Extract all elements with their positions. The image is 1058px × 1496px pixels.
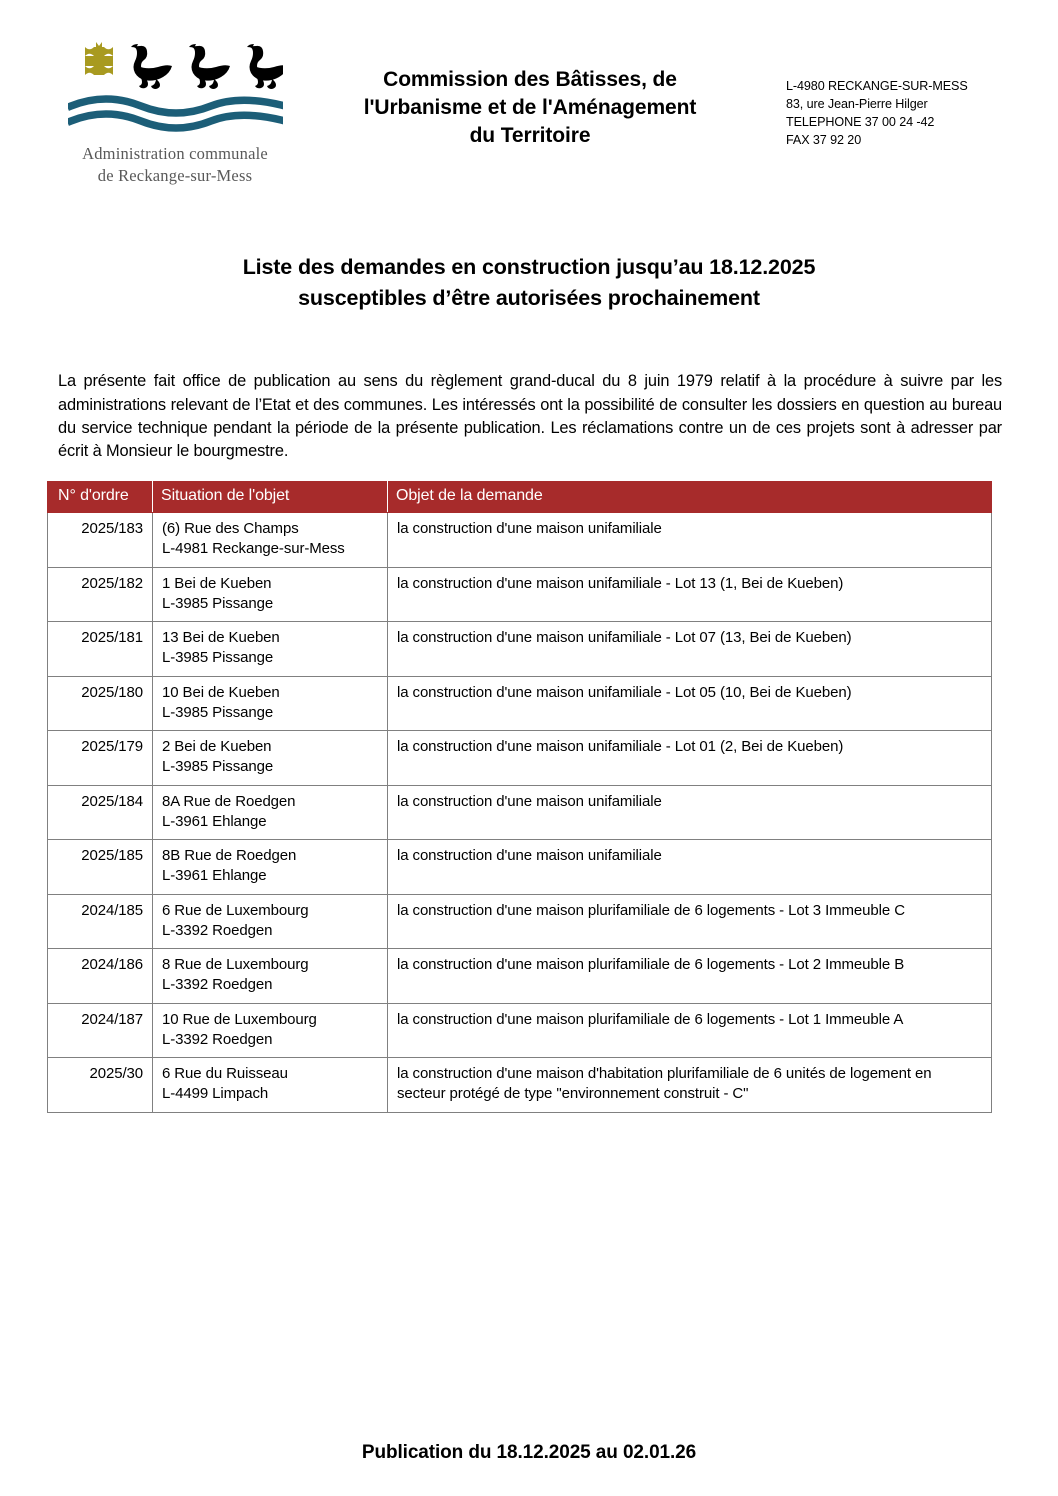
- cell-numero: 2024/186: [48, 949, 153, 1004]
- table-row: [48, 513, 992, 568]
- contact-telephone: TELEPHONE 37 00 24 -42: [786, 114, 935, 129]
- logo-block: [45, 34, 305, 188]
- demandes-table-wrapper: [47, 481, 991, 1113]
- cell-situation-line: L-3392 Roedgen: [162, 921, 273, 939]
- cell-objet-line: la construction d'une maison unifamiliale - Lot 01 (2, Bei de Kueben): [397, 738, 844, 755]
- page-title: [0, 252, 1058, 313]
- cell-situation-line: L-3985 Pissange: [162, 649, 274, 667]
- cell-numero: 2025/183: [48, 513, 153, 568]
- table-header-row: [48, 482, 992, 513]
- table-row: [48, 840, 992, 895]
- cell-situation-line: L-3392 Roedgen: [162, 976, 273, 994]
- organization-title-line2: l'Urbanisme et de l'Aménagement: [363, 95, 697, 119]
- logo-caption-line2: de Reckange-sur-Mess: [97, 166, 253, 186]
- organization-title-line3: du Territoire: [469, 123, 591, 147]
- cell-objet: [388, 731, 992, 786]
- column-header-numero: N° d'ordre: [48, 482, 153, 513]
- cell-situation: [153, 894, 388, 949]
- cell-objet: [388, 1058, 992, 1113]
- cell-situation: [153, 840, 388, 895]
- cell-objet-line: la construction d'une maison unifamiliale - Lot 13 (1, Bei de Kueben): [397, 574, 844, 592]
- masthead: [0, 0, 1058, 200]
- cell-objet-line: secteur protégé de type "environnement construit - C": [397, 1085, 749, 1103]
- cell-objet-line: la construction d'une maison plurifamiliale de 6 logements - Lot 1 Immeuble A: [397, 1010, 904, 1028]
- cell-situation: [153, 567, 388, 622]
- publication-period-footer: Publication du 18.12.2025 au 02.01.26: [361, 1442, 697, 1463]
- cell-objet-line: la construction d'une maison plurifamiliale de 6 logements - Lot 2 Immeuble B: [397, 956, 905, 973]
- cell-situation-line: 10 Bei de Kueben: [162, 683, 280, 701]
- cell-situation-line: 8B Rue de Roedgen: [162, 847, 297, 864]
- cell-numero: 2025/185: [48, 840, 153, 895]
- cell-objet-line: la construction d'une maison unifamiliale: [397, 792, 662, 810]
- cell-situation-line: 8 Rue de Luxembourg: [162, 956, 309, 973]
- cell-numero: 2024/187: [48, 1003, 153, 1058]
- table-row: [48, 1058, 992, 1113]
- cell-situation: [153, 513, 388, 568]
- cell-situation-line: L-3392 Roedgen: [162, 1030, 273, 1048]
- cell-situation: [153, 731, 388, 786]
- cell-objet: [388, 513, 992, 568]
- page-title-line2: susceptibles d’être autorisées prochainement: [298, 285, 760, 310]
- cell-situation-line: 6 Rue du Ruisseau: [162, 1065, 288, 1082]
- column-header-objet: Objet de la demande: [388, 482, 992, 513]
- contact-fax: FAX 37 92 20: [786, 132, 862, 147]
- cell-situation-line: L-3985 Pissange: [162, 703, 274, 721]
- cell-situation: [153, 949, 388, 1004]
- cell-numero: 2024/185: [48, 894, 153, 949]
- cell-situation: [153, 676, 388, 731]
- cell-situation-line: 6 Rue de Luxembourg: [162, 901, 309, 919]
- cell-objet: [388, 840, 992, 895]
- contact-block: [786, 78, 1046, 150]
- cell-numero: 2025/30: [48, 1058, 153, 1113]
- cell-numero: 2025/179: [48, 731, 153, 786]
- cell-situation-line: L-3961 Ehlange: [162, 867, 267, 885]
- cell-numero: 2025/182: [48, 567, 153, 622]
- cell-situation: [153, 785, 388, 840]
- table-header: [48, 482, 992, 513]
- cell-situation: [153, 1003, 388, 1058]
- organization-title-line1: Commission des Bâtisses, de: [383, 68, 677, 91]
- cell-situation-line: 2 Bei de Kueben: [162, 738, 272, 755]
- cell-objet: [388, 567, 992, 622]
- cell-objet: [388, 676, 992, 731]
- cell-numero: 2025/184: [48, 785, 153, 840]
- cell-situation-line: L-4981 Reckange-sur-Mess: [162, 540, 345, 558]
- cell-situation-line: 13 Bei de Kueben: [162, 629, 280, 646]
- table-row: [48, 1003, 992, 1058]
- column-header-situation: Situation de l'objet: [153, 482, 388, 513]
- cell-objet: [388, 1003, 992, 1058]
- cell-objet-line: la construction d'une maison unifamiliale - Lot 05 (10, Bei de Kueben): [397, 683, 852, 701]
- demandes-table: [47, 481, 992, 1113]
- cell-situation-line: L-4499 Limpach: [162, 1085, 269, 1103]
- cell-objet: [388, 785, 992, 840]
- cell-numero: 2025/180: [48, 676, 153, 731]
- cell-objet: [388, 949, 992, 1004]
- table-row: [48, 949, 992, 1004]
- cell-situation-line: (6) Rue des Champs: [162, 520, 299, 537]
- cell-objet: [388, 622, 992, 677]
- cell-situation-line: L-3985 Pissange: [162, 758, 274, 776]
- organization-title: [318, 66, 742, 150]
- coat-of-arms-icon: [68, 34, 283, 139]
- cell-objet-line: la construction d'une maison d'habitation plurifamiliale de 6 unités de logement en: [397, 1065, 932, 1082]
- cell-objet-line: la construction d'une maison unifamiliale: [397, 847, 662, 864]
- contact-address-street: 83, ure Jean-Pierre Hilger: [786, 96, 928, 111]
- cell-situation: [153, 622, 388, 677]
- cell-situation-line: 8A Rue de Roedgen: [162, 792, 296, 810]
- logo-caption: [45, 143, 305, 188]
- table-row: [48, 785, 992, 840]
- table-body: [48, 513, 992, 1113]
- table-row: [48, 894, 992, 949]
- contact-address-locality: L-4980 RECKANGE-SUR-MESS: [786, 79, 968, 93]
- cell-situation-line: L-3961 Ehlange: [162, 812, 267, 830]
- cell-situation-line: 1 Bei de Kueben: [162, 574, 272, 592]
- cell-objet-line: la construction d'une maison unifamiliale - Lot 07 (13, Bei de Kueben): [397, 629, 852, 646]
- cell-objet-line: la construction d'une maison unifamiliale: [397, 520, 662, 537]
- cell-numero: 2025/181: [48, 622, 153, 677]
- page-title-line1: Liste des demandes en construction jusqu’au 18.12.2025: [242, 255, 816, 279]
- table-row: [48, 731, 992, 786]
- cell-situation-line: 10 Rue de Luxembourg: [162, 1010, 317, 1028]
- intro-paragraph: La présente fait office de publication au sens du règlement grand-ducal du 8 juin 1979 relatif à la procédure à suivre par les administrations relevant de l’Etat et des communes. Les intéressés ont la possibilité de consulter les dossiers en question au bureau du service technique pendant la période de la présente publication. Les réclamations contre un de ces projets sont à adresser par écrit à Monsieur le bourgmestre.: [58, 372, 1002, 461]
- table-row: [48, 567, 992, 622]
- logo-caption-line1: Administration communale: [82, 144, 268, 163]
- table-row: [48, 676, 992, 731]
- cell-situation-line: L-3985 Pissange: [162, 594, 274, 612]
- table-row: [48, 622, 992, 677]
- cell-situation: [153, 1058, 388, 1113]
- cell-objet-line: la construction d'une maison plurifamiliale de 6 logements - Lot 3 Immeuble C: [397, 901, 905, 919]
- cell-objet: [388, 894, 992, 949]
